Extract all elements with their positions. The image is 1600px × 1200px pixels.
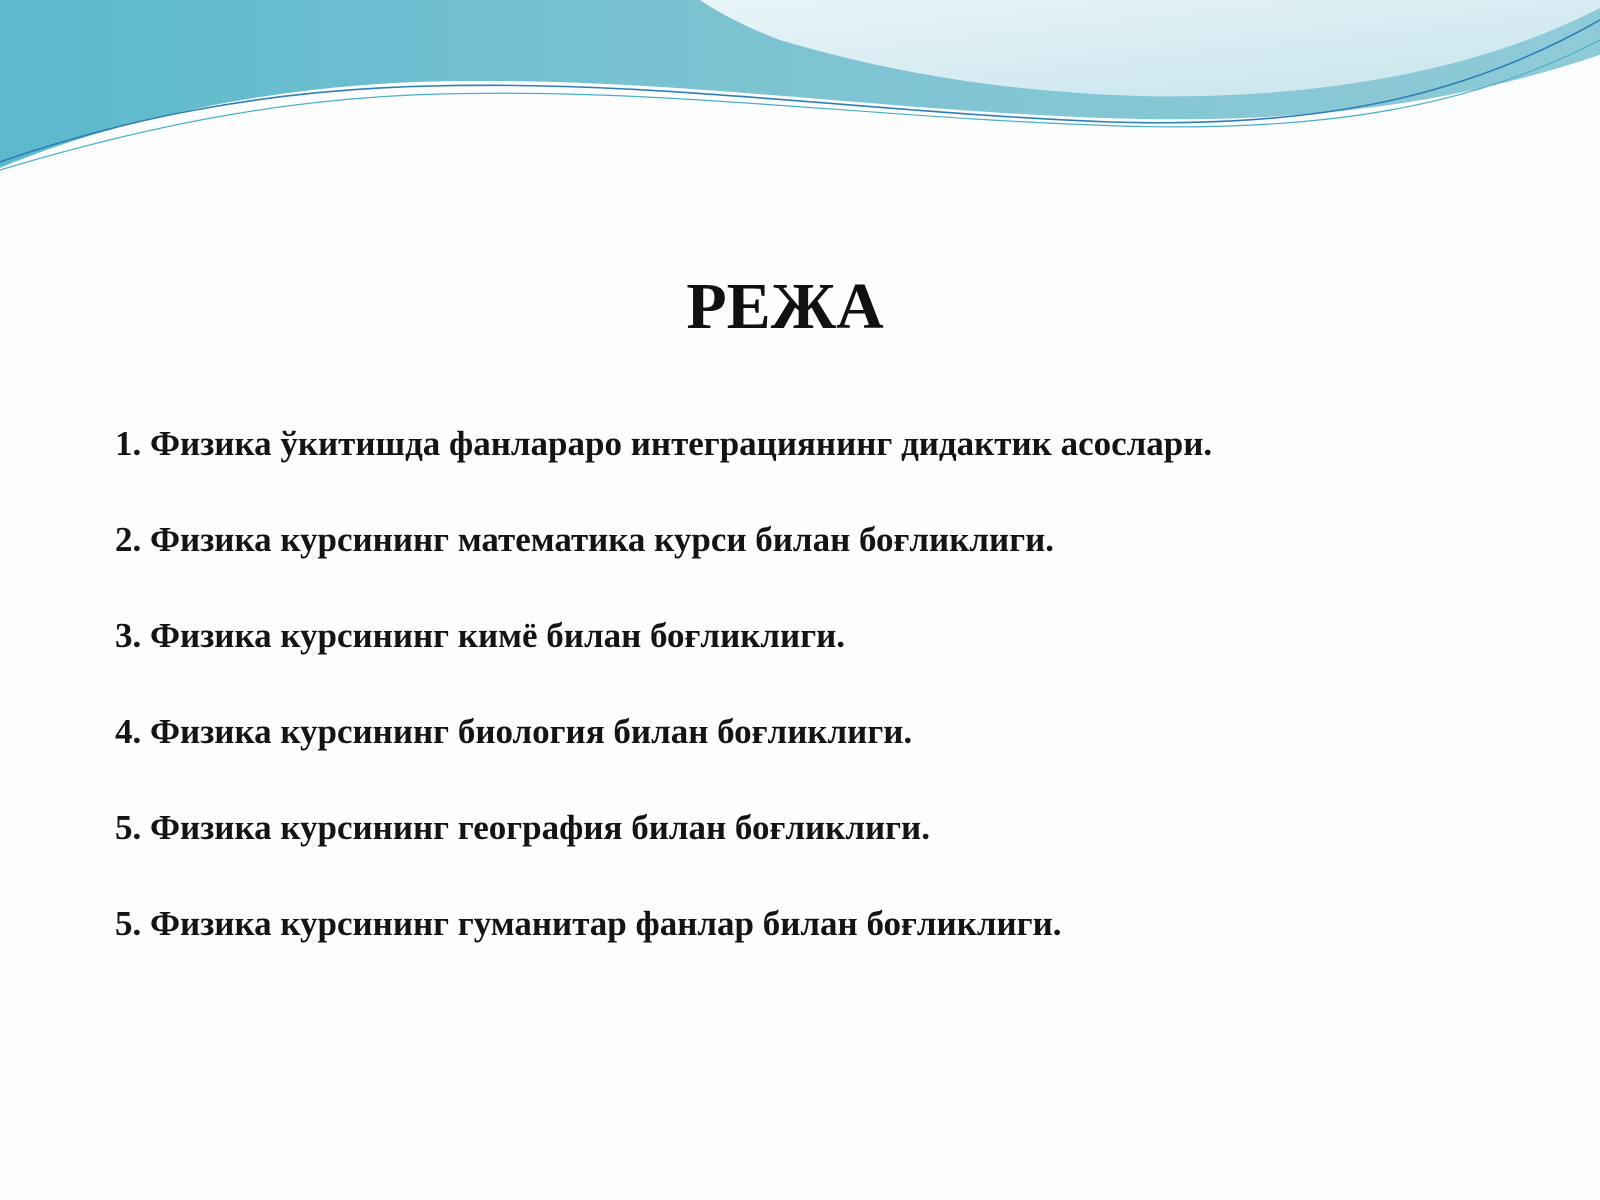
plan-item: 2. Физика курсининг математика курси билан боғликлиги. [115, 520, 1055, 559]
plan-item: 4. Физика курсининг биология билан боғликлиги. [115, 712, 913, 751]
plan-item: 5. Физика курсининг гуманитар фанлар билан боғликлиги. [115, 904, 1062, 943]
plan-item: 5. Физика курсининг география билан боғликлиги. [115, 808, 930, 847]
plan-item: 3. Физика курсининг кимё билан боғликлиги. [115, 616, 846, 655]
slide-title: РЕЖА [686, 270, 884, 343]
decorative-wave-header [0, 0, 1600, 190]
plan-list [115, 414, 1555, 990]
plan-item: 1. Физика ўкитишда фанлараро интеграциянинг дидактик асослари. [115, 424, 1213, 463]
